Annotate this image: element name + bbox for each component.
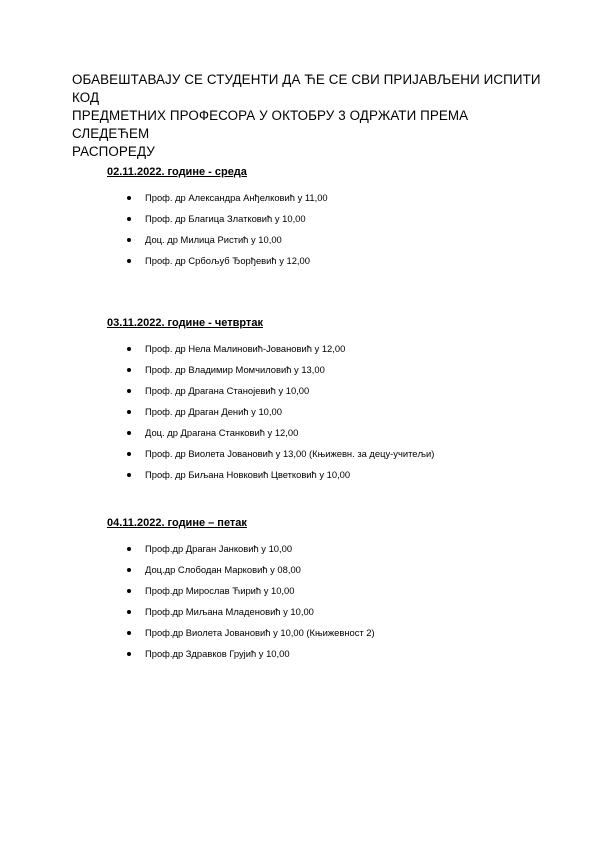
bullet-icon <box>127 610 131 614</box>
list-item <box>107 255 328 276</box>
bullet-icon <box>127 473 131 477</box>
exam-entry: Проф. др Благица Златковић у 10,00 <box>145 213 306 224</box>
announcement-heading: ОБАВЕШТАВАЈУ СЕ СТУДЕНТИ ДА ЋЕ СЕ СВИ ПРИЈАВЉЕНИ ИСПИТИ КОД ПРЕДМЕТНИХ ПРОФЕСОРА У ОКТОБРУ 3 ОДРЖАТИ ПРЕМА СЛЕДЕЋЕМ РАСПОРЕДУ <box>72 72 541 159</box>
bullet-icon <box>127 652 131 656</box>
bullet-icon <box>127 368 131 372</box>
exam-entry: Проф.др Виолета Јовановић у 10,00 (Књижевност 2) <box>145 627 375 638</box>
exam-entry: Проф. др Нела Малиновић-Јовановић у 12,00 <box>145 343 346 354</box>
list-item <box>107 585 375 606</box>
list-item <box>107 343 434 364</box>
list-item <box>107 648 375 669</box>
exam-entry: Проф. др Александра Анђелковић у 11,00 <box>145 192 328 203</box>
section-date-title: 03.11.2022. године - четвртак <box>107 317 263 329</box>
exam-list <box>107 343 434 490</box>
exam-entry: Доц.др Слободан Марковић у 08,00 <box>145 564 301 575</box>
exam-list <box>107 192 328 276</box>
list-item <box>107 213 328 234</box>
exam-entry: Проф. др Владимир Момчиловић у 13,00 <box>145 364 325 375</box>
exam-entry: Проф. др Биљана Новковић Цветковић у 10,00 <box>145 469 351 480</box>
list-item <box>107 606 375 627</box>
exam-entry: Проф. др Драгана Станојевић у 10,00 <box>145 385 310 396</box>
exam-entry: Проф. др Виолета Јовановић у 13,00 (Књижевн. за децу-учитељи) <box>145 448 435 459</box>
list-item <box>107 427 434 448</box>
exam-entry: Проф. др Србољуб Ђорђевић у 12,00 <box>145 255 310 266</box>
list-item <box>107 364 434 385</box>
bullet-icon <box>127 196 131 200</box>
exam-entry: Проф.др Миљана Младеновић у 10,00 <box>145 606 314 617</box>
list-item <box>107 627 375 648</box>
schedule-section-nov-04 <box>107 516 375 669</box>
exam-entry: Доц. др Драгана Станковић у 12,00 <box>145 427 299 438</box>
bullet-icon <box>127 589 131 593</box>
exam-entry: Проф.др Драган Јанковић у 10,00 <box>145 543 293 554</box>
list-item <box>107 543 375 564</box>
bullet-icon <box>127 259 131 263</box>
list-item <box>107 385 434 406</box>
bullet-icon <box>127 410 131 414</box>
section-date-title: 04.11.2022. године – петак <box>107 517 247 529</box>
exam-entry: Проф. др Драган Денић у 10,00 <box>145 406 282 417</box>
section-date-title: 02.11.2022. године - среда <box>107 166 247 178</box>
bullet-icon <box>127 238 131 242</box>
bullet-icon <box>127 631 131 635</box>
list-item <box>107 469 434 490</box>
exam-entry: Проф.др Здравков Грујић у 10,00 <box>145 648 290 659</box>
bullet-icon <box>127 452 131 456</box>
list-item <box>107 406 434 427</box>
bullet-icon <box>127 347 131 351</box>
bullet-icon <box>127 431 131 435</box>
list-item <box>107 448 434 469</box>
list-item <box>107 192 328 213</box>
bullet-icon <box>127 547 131 551</box>
bullet-icon <box>127 389 131 393</box>
exam-entry: Проф.др Мирослав Ћирић у 10,00 <box>145 585 295 596</box>
exam-entry: Доц. др Милица Ристић у 10,00 <box>145 234 282 245</box>
bullet-icon <box>127 568 131 572</box>
list-item <box>107 234 328 255</box>
exam-list <box>107 543 375 669</box>
schedule-section-nov-02 <box>107 165 328 276</box>
schedule-section-nov-03 <box>107 316 434 490</box>
bullet-icon <box>127 217 131 221</box>
list-item <box>107 564 375 585</box>
